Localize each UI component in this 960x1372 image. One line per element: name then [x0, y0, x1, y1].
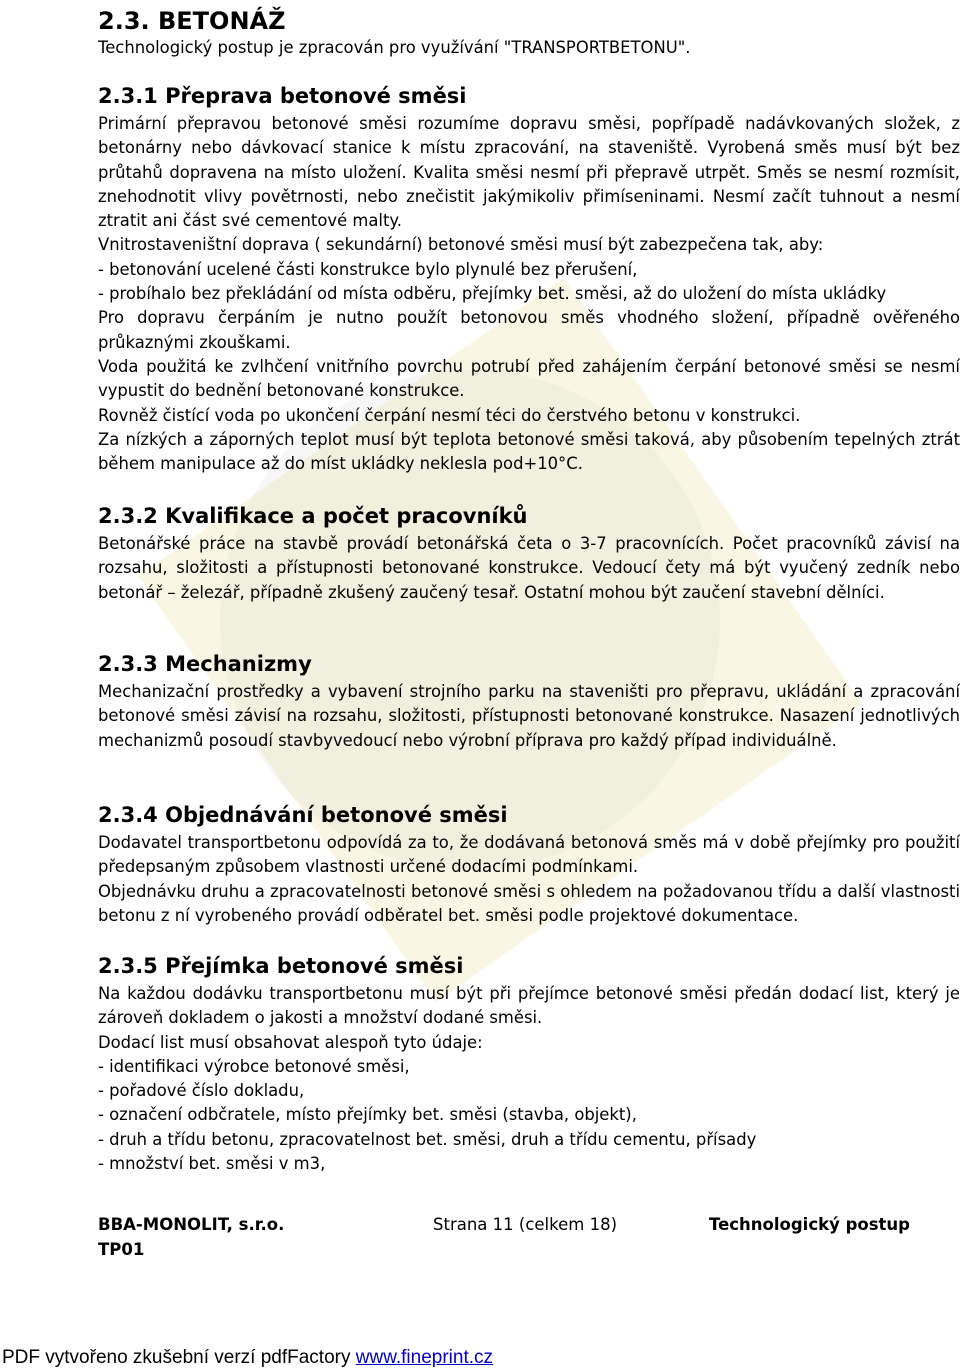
list-item: - probíhalo bez překládání od místa odběru, přejímky bet. směsi, až do uložení do místa ukládky [98, 284, 887, 304]
section-kvalifikace [98, 502, 960, 605]
paragraph: Za nízkých a záporných teplot musí být teplota betonové směsi taková, aby působením tepelných ztrát během manipulace až do míst ukládky neklesla pod+10°C. [98, 429, 960, 474]
paragraph: Rovněž čistící voda po ukončení čerpání nesmí téci do čerstvého betonu v konstrukci. [98, 405, 801, 425]
pdf-banner-label: PDF vytvořeno zkušební verzí pdfFactory [2, 1347, 356, 1368]
footer-company: BBA-MONOLIT, s.r.o. [98, 1215, 285, 1234]
paragraph: Pro dopravu čerpáním je nutno použít betonovou směs vhodného složení, případně ověřeného průkaznými zkouškami. [98, 308, 960, 352]
fineprint-link[interactable]: www.fineprint.cz [355, 1347, 494, 1368]
list-item: - druh a třídu betonu, zpracovatelnost bet. směsi, druh a třídu cementu, přísady [98, 1129, 757, 1149]
paragraph: Vnitrostaveništní doprava ( sekundární) betonové směsi musí být zabezpečena tak, aby: [98, 235, 824, 255]
paragraph: Mechanizační prostředky a vybavení strojního parku na staveništi pro přepravu, ukládání a zpracování betonové směsi závisí na rozsahu, složitosti, přístupnosti betonované konstrukce. Nasazení jednotlivých mechanizmů posoudí stavbyvedoucí nebo výrobní příprava pro každý případ individuálně. [98, 682, 960, 750]
list-item: - množství bet. směsi v m3, [98, 1154, 326, 1174]
pdf-banner-text [2, 1344, 493, 1372]
section-title-preprava: 2.3.1 Přeprava betonové směsi [98, 84, 467, 108]
list-item: - pořadové číslo dokladu, [98, 1081, 305, 1101]
section-title-objednavani: 2.3.4 Objednávání betonové směsi [98, 803, 508, 827]
pdf-banner [0, 1344, 960, 1372]
footer-code: TP01 [98, 1240, 145, 1259]
section-objednavani [98, 801, 960, 928]
section-title-kvalifikace: 2.3.2 Kvalifikace a počet pracovníků [98, 504, 528, 528]
list-item: - betonování ucelené části konstrukce bylo plynulé bez přerušení, [98, 259, 638, 279]
section-title-mechanizmy: 2.3.3 Mechanizmy [98, 652, 312, 676]
list-item: - identifikaci výrobce betonové směsi, [98, 1056, 410, 1076]
paragraph: Dodací list musí obsahovat alespoň tyto údaje: [98, 1032, 483, 1052]
paragraph: Objednávku druhu a zpracovatelnosti betonové směsi s ohledem na požadovanou třídu a další vlastnosti betonu z ní vyrobeného provádí odběratel bet. směsi podle projektové dokumentace. [98, 881, 960, 925]
paragraph: Dodavatel transportbetonu odpovídá za to, že dodávaná betonová směs má v době přejímky pro použití předepsaným způsobem vlastnosti určené dodacími podmínkami. [98, 833, 960, 877]
section-title-prejimka: 2.3.5 Přejímka betonové směsi [98, 954, 464, 978]
footer-page-number: Strana 11 (celkem 18) [433, 1215, 618, 1234]
intro-section [98, 36, 960, 60]
section-preprava [98, 82, 960, 476]
paragraph: Na každou dodávku transportbetonu musí být při přejímce betonové směsi předán dodací list, který je zároveň dokladem o jakosti a množství dodané směsi. [98, 984, 960, 1028]
list-item: - označení odbčratele, místo přejímky bet. směsi (stavba, objekt), [98, 1105, 637, 1125]
paragraph: Betonářské práce na stavbě provádí betonářská četa o 3-7 pracovnících. Počet pracovníků závisí na rozsahu, složitosti a přístupnosti betonované konstrukce. Vedoucí čety má být vyučený zedník nebo betonář – železář, případně zkušený zaučený tesař. Ostatní mohou být zaučení stavební dělníci. [98, 534, 960, 602]
section-mechanizmy [98, 650, 960, 753]
intro-text: Technologický postup je zpracován pro využívání "TRANSPORTBETONU". [98, 38, 691, 57]
section-heading: 2.3. BETONÁŽ [98, 7, 286, 35]
footer-doc-type: Technologický postup [709, 1215, 910, 1234]
paragraph: Voda použitá ke zvlhčení vnitřního povrchu potrubí před zahájením čerpání betonové směsi se nesmí vypustit do bednění betonované konstrukce. [98, 356, 960, 401]
paragraph: Primární přepravou betonové směsi rozumíme dopravu směsi, popřípadě nadávkovaných složek, z betonárny nebo dávkovací stanice k místu zpracování, na staveniště. Vyrobená směs musí být bez průtahů dopravena na místo uložení. Kvalita směsi nesmí při přepravě utrpět. Směs se nesmí rozmísit, znehodnotit vlivy povětrnosti, nebo znečistit jakýmikoliv přimíseninami. Nesmí začít tuhnout a nesmí ztratit ani část své cementové malty. [98, 114, 960, 231]
section-prejimka [98, 952, 960, 1176]
